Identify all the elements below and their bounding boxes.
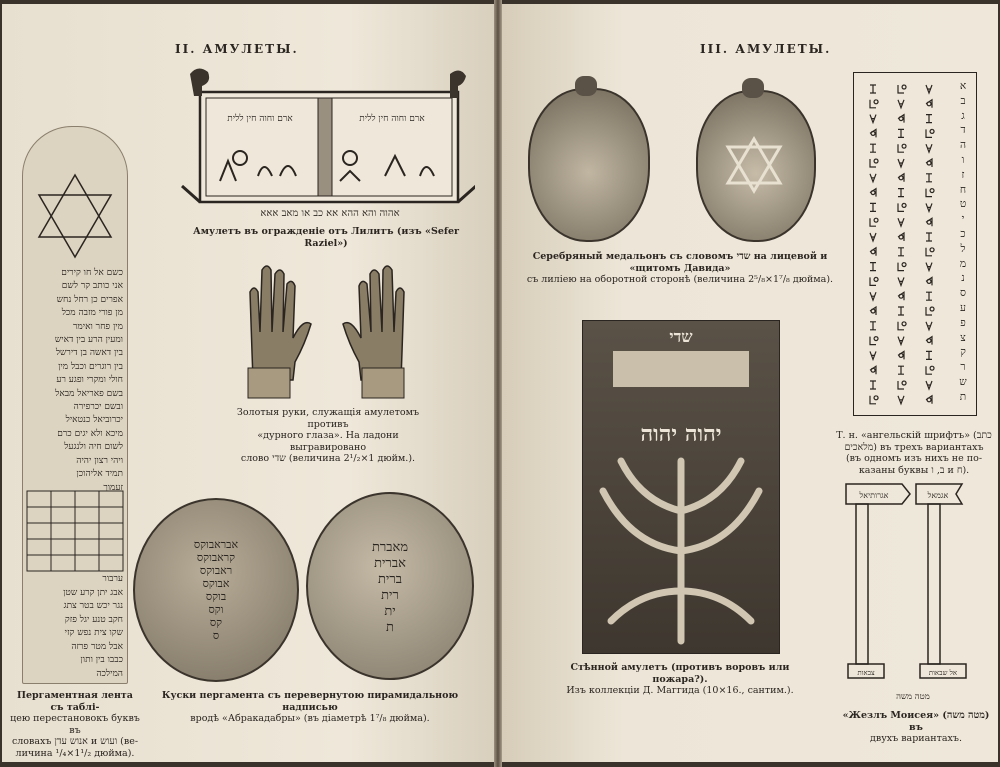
angelic-glyph <box>926 277 932 285</box>
parchment-strip-figure <box>22 126 128 684</box>
parchment-line: נגר יכש בטר צתג <box>63 601 123 611</box>
angelic-glyph <box>870 218 878 226</box>
angelic-glyph <box>870 337 878 345</box>
staff-label-4: אל שבאות <box>928 669 958 677</box>
angelic-glyphs <box>858 79 954 409</box>
angelic-glyph <box>926 189 934 197</box>
angelic-glyph <box>898 277 904 285</box>
angelic-glyph <box>870 366 876 374</box>
coin-inscription-line: קס <box>209 616 223 629</box>
staff-label-3: צבאות <box>857 669 875 677</box>
book-gutter <box>494 0 502 767</box>
pieces-caption: Куски пергамента съ перевернутою пирамидальною надписью вродѣ «Абракадабры» (въ діаметрѣ 1⁷/₈ дюйма). <box>161 690 459 724</box>
parchment-line: זעמוך <box>103 482 123 493</box>
angelic-glyph <box>870 189 876 197</box>
angelic-glyph <box>926 366 934 374</box>
parchment-coin-2 <box>306 492 474 680</box>
parchment-line: בשם פאריאל מבאל <box>55 388 123 399</box>
angelic-glyph <box>870 351 876 359</box>
parchment-line: חקב טנע יגל פזק <box>64 614 123 625</box>
medallion-front-loop <box>575 76 597 96</box>
angelic-glyph <box>870 174 876 182</box>
alphabet-letter: ע <box>960 301 966 314</box>
alphabet-letter: ה <box>959 139 967 152</box>
staff-label-1: אגרותיאל <box>859 491 889 500</box>
parchment-line: ומעין הרע בין דאיש <box>54 335 123 346</box>
angelic-glyph <box>926 307 934 315</box>
coin-inscription-line: וקס <box>208 603 224 616</box>
parchment-line: אבל מטר פרזה <box>71 641 123 652</box>
angelic-glyph <box>870 100 878 108</box>
wall-hebrew-top: שדי <box>669 327 693 346</box>
angelic-glyph <box>926 381 932 389</box>
wall-amulet-caption: Стѣнной амулетъ (противъ воровъ или пожара?). Изъ коллекціи Д. Маггида (10×16., сантим.). <box>566 662 794 696</box>
angelic-glyph <box>926 115 932 123</box>
angelic-glyph <box>870 263 876 271</box>
angelic-glyph <box>898 396 904 404</box>
star-of-david-icon <box>724 135 784 195</box>
alphabet-letter: פ <box>960 316 966 329</box>
parchment-coin-1 <box>133 498 299 682</box>
wall-amulet-figure <box>582 320 780 654</box>
letter-table <box>23 489 127 573</box>
coin-inscription-line: ברית <box>378 572 402 587</box>
lilith-amulet-figure <box>180 66 475 224</box>
angelic-glyph <box>870 396 878 404</box>
staff-label-2: אגמאל <box>927 491 949 500</box>
angelic-glyph <box>898 381 906 389</box>
angelic-glyph <box>898 248 904 256</box>
alphabet-letter: כ <box>960 227 966 240</box>
angelic-glyph <box>870 115 876 123</box>
menorah-tree-icon <box>583 451 779 651</box>
parchment-line: אפרים כן רחל נחש <box>56 294 123 305</box>
angelic-glyph <box>870 248 876 256</box>
parchment-line: כבבו בין ותון <box>80 655 123 665</box>
angelic-glyph <box>926 85 932 93</box>
angelic-glyph <box>926 351 932 359</box>
parchment-line: המילכה <box>96 668 123 679</box>
parchment-line: ערבור <box>102 574 123 584</box>
parchment-line: לשום חיה ולנגעל <box>64 442 123 453</box>
alphabet-letter: ב <box>960 94 966 107</box>
parchment-line: בין רוגרים וכבל מין <box>58 361 123 372</box>
alphabet-letter: נ <box>961 272 965 285</box>
alphabet-letter: ג <box>961 109 965 122</box>
angelic-glyph <box>926 159 932 167</box>
coin-inscription-line: קראבוקס <box>196 551 236 564</box>
angelic-alphabet-table <box>853 72 977 416</box>
alphabet-letter: ש <box>959 375 967 388</box>
angelic-glyph <box>898 203 906 211</box>
parchment-line: תמיד אליהוכן <box>76 469 123 480</box>
angelic-glyph <box>898 159 904 167</box>
angelic-glyph <box>870 307 876 315</box>
parchment-text <box>27 267 123 495</box>
angelic-glyph <box>926 129 934 137</box>
angelic-glyph <box>898 174 904 182</box>
staff-caption: «Жезлъ Моисея» (מטה משה) въ двухъ вариантахъ. <box>842 710 990 744</box>
alphabet-letter: ו <box>961 153 965 166</box>
angelic-glyph <box>926 292 932 300</box>
angelic-glyph <box>898 144 906 152</box>
angelic-glyph <box>870 381 876 389</box>
alphabet-letter: ז <box>961 168 965 181</box>
angelic-glyph <box>926 233 932 241</box>
parchment-line: ובשם יכרפירה <box>73 402 123 413</box>
alphabet-letter: ת <box>959 390 967 403</box>
coin-inscription-line: ת <box>386 620 394 635</box>
angelic-glyph <box>870 277 878 285</box>
coin-inscription-line: ס <box>212 629 220 642</box>
parchment-line: ויהי רצון יהיה <box>76 455 123 466</box>
parchment-line: אני כותב קר לשם <box>61 281 123 292</box>
alphabet-letter: ל <box>960 242 966 255</box>
angelic-glyph <box>926 263 932 271</box>
medallion-caption: Серебряный медальонъ съ словомъ שדי на лицевой и «щитомъ Давида» съ лиліею на оборотной сторонѣ (величина 2⁵/₈×1⁷/₈ дюйма). <box>526 251 834 285</box>
angelic-glyph <box>926 337 932 345</box>
medallion-front <box>528 88 650 242</box>
parchment-line: בין דאשה בן דירשל <box>55 348 123 359</box>
lilith-hebrew-bottom: אהוה והא ההא אא כב או מאב אאא <box>260 208 400 219</box>
parchment-line: שקו צית נפש קזי <box>64 628 123 638</box>
angelic-glyph <box>870 144 876 152</box>
lilith-hebrew-top-right: ארם וחוה חין ללית <box>359 114 425 124</box>
medallion-back-loop <box>742 78 764 98</box>
angelic-glyph <box>898 85 906 93</box>
left-page-header: II. АМУЛЕТЫ. <box>175 42 299 56</box>
alphabet-letter: ד <box>960 124 966 137</box>
coin-inscription-line: ראבוקס <box>199 564 233 577</box>
angelic-glyph <box>870 129 876 137</box>
angelic-glyph <box>926 322 932 330</box>
parchment-line: מין פחר ואימר <box>73 321 123 332</box>
angelic-glyph <box>926 144 932 152</box>
alphabet-letter: צ <box>960 331 966 344</box>
angelic-glyph <box>870 85 876 93</box>
alphabet-letter: ס <box>960 287 966 300</box>
coin-inscription-line: בוקס <box>205 590 227 603</box>
wall-hebrew-mid: יהוה יהוה <box>640 421 722 447</box>
angelic-glyph <box>898 292 904 300</box>
coin-inscription-line: אבראבוקס <box>193 538 239 551</box>
lilith-caption: Амулетъ въ огражденіе отъ Лилитъ (изъ «Sefer Raziel») <box>193 226 459 249</box>
right-page-header: III. АМУЛЕТЫ. <box>700 42 832 56</box>
alphabet-letter: ר <box>960 361 966 374</box>
parchment-line: מיכא ולא יגים כרם <box>57 428 123 439</box>
angelic-glyph <box>898 189 904 197</box>
golden-hands-figure <box>232 262 422 404</box>
parchment-line: כשם אל חו קירים <box>61 268 123 278</box>
alphabet-letter: ח <box>959 183 967 196</box>
staff-of-moses-figure <box>842 478 982 688</box>
staff-bottom-label: מטה משה <box>896 692 930 702</box>
parchment-line: מן פורי מזבה מכל <box>61 308 123 319</box>
parchment-bottom-text <box>27 573 123 681</box>
angelic-glyph <box>898 351 904 359</box>
coin-inscription-line: אברית <box>374 556 406 571</box>
alphabet-letter: י <box>961 213 965 226</box>
parchment-line: אבג יתן קרע שטן <box>63 587 123 598</box>
alphabet-letter: א <box>959 80 967 92</box>
angelic-glyph <box>898 263 906 271</box>
angelic-glyph <box>898 366 904 374</box>
angelic-glyph <box>926 396 932 404</box>
parchment-caption: Пергаментная лента съ таблі- цею перестановокъ буквъ въ словахъ אנוש עדן и ועוש (ве- личина ¹/₄×1¹/₂ дюйма). <box>10 690 140 759</box>
angelic-glyph <box>898 218 904 226</box>
angelic-glyph <box>870 233 876 241</box>
parchment-line: חולי ומקרי ופגע רע <box>56 375 123 386</box>
hands-caption: Золотыя руки, служащія амулетомъ противъ «дурного глаза». На ладони выгравировано слово שדי (величина 2¹/₂×1 дюйм.). <box>236 407 420 464</box>
angelic-glyph <box>870 203 876 211</box>
angelic-caption: Т. н. «ангельскій шрифтъ» (כתב מלאכים) въ трехъ вариантахъ (въ одномъ изъ нихъ не по- казаны буквы ב, ו и ח). <box>836 430 992 476</box>
alphabet-letter: מ <box>959 257 967 270</box>
coin-inscription-line: מאברת <box>371 540 409 555</box>
angelic-glyph <box>926 248 934 256</box>
angelic-glyph <box>898 337 904 345</box>
angelic-glyph <box>870 322 876 330</box>
alphabet-letter: ק <box>960 346 966 359</box>
angelic-glyph <box>898 233 904 241</box>
angelic-glyph <box>870 159 878 167</box>
angelic-glyph <box>898 129 904 137</box>
angelic-glyph <box>926 100 932 108</box>
coin-inscription-line: אבוקס <box>202 577 230 590</box>
angelic-glyph <box>870 292 876 300</box>
parchment-line: יכרוביאל כנטאיל <box>65 415 123 426</box>
coin-inscription-line: רית <box>381 588 399 603</box>
alphabet-letter: ט <box>959 198 967 211</box>
angelic-glyph <box>926 174 932 182</box>
angelic-glyph <box>898 307 904 315</box>
angelic-glyph <box>926 203 932 211</box>
angelic-glyph <box>926 218 932 226</box>
coin-inscription-line: ית <box>384 604 396 619</box>
angelic-glyph <box>898 322 906 330</box>
angelic-glyph <box>898 100 904 108</box>
alphabet-column <box>954 79 972 405</box>
angelic-glyph <box>898 115 904 123</box>
lilith-hebrew-top-left: ארם וחוה חין ללית <box>227 114 293 124</box>
